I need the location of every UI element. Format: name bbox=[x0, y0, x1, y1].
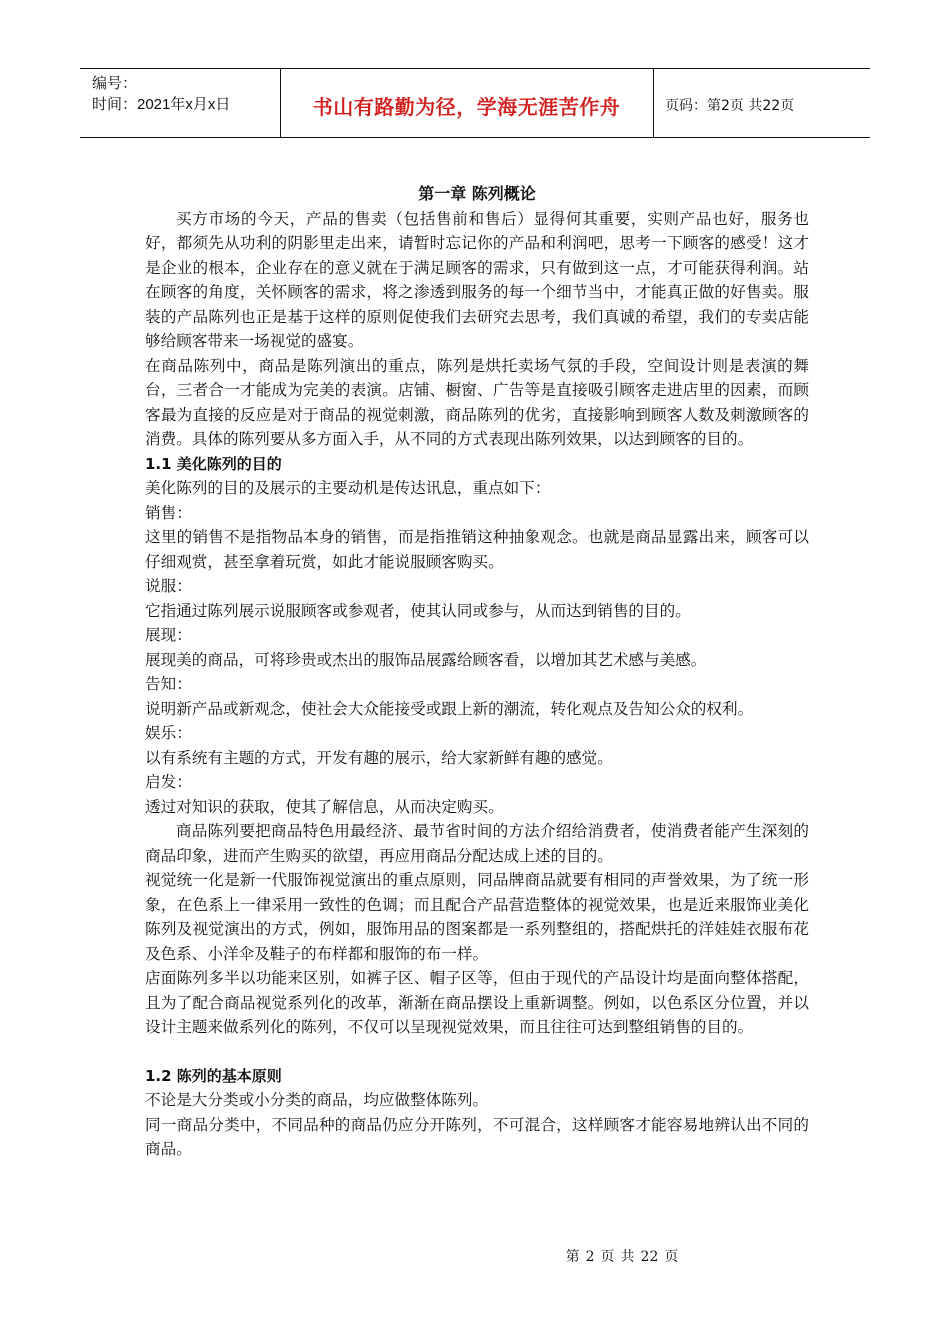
header-divider bbox=[653, 69, 654, 137]
intro-paragraph: 买方市场的今天，产品的售卖（包括售前和售后）显得何其重要，实则产品也好，服务也好，都须先从功利的阴影里走出来，请暂时忘记你的产品和利润吧，思考一下顾客的感受！这才是企业的根本，企业存在的意义就在于满足顾客的需求，只有做到这一点，才可能获得利润。站在顾客的角度，关怀顾客的需求，将之渗透到服务的每一个细节当中，才能真正做的好售卖。服装的产品陈列也正是基于这样的原则促使我们去研究去思考，我们真诚的希望，我们的专卖店能够给顾客带来一场视觉的盛宴。 bbox=[145, 209, 809, 350]
item-text: 说明新产品或新观念，使社会大众能接受或跟上新的潮流，转化观点及告知公众的权利。 bbox=[145, 699, 754, 718]
item-label: 娱乐： bbox=[145, 724, 192, 742]
body-paragraph: 视觉统一化是新一代服饰视觉演出的重点原则，同品牌商品就要有相同的声誉效果，为了统一形象，在色系上一律采用一致性的色调；而且配合产品营造整体的视觉效果，也是近来服饰业美化陈列及视觉演出的方式，例如，服饰用品的图案都是一系列整组的，搭配烘托的洋娃娃衣服布花及色系、小洋伞及鞋子的布样都和服饰的布一样。 bbox=[145, 871, 809, 963]
footer-text: 第 bbox=[565, 1249, 580, 1265]
header-motto: 书山有路勤为径，学海无涯苦作舟 bbox=[312, 95, 621, 119]
item-label: 启发： bbox=[145, 773, 192, 791]
footer-text: 页 bbox=[600, 1249, 615, 1265]
item-label: 销售： bbox=[145, 503, 192, 522]
document-body bbox=[145, 182, 809, 1162]
body-paragraph: 商品陈列要把商品特色用最经济、最节省时间的方法介绍给消费者，使消费者能产生深刻的商品印象，进而产生购买的欲望，再应用商品分配达成上述的目的。 bbox=[145, 822, 809, 865]
body-paragraph: 同一商品分类中，不同品种的商品仍应分开陈列，不可混合，这样顾客才能容易地辨认出不同的商品。 bbox=[145, 1115, 809, 1158]
item-text: 它指通过陈列展示说服顾客或参观者，使其认同或参与，从而达到销售的目的。 bbox=[145, 601, 691, 620]
item-text: 展现美的商品，可将珍贵或杰出的服饰品展露给顾客看，以增加其艺术感与美感。 bbox=[145, 650, 707, 669]
footer-text: 页 bbox=[664, 1249, 679, 1265]
spacer bbox=[145, 1040, 809, 1064]
section-lead: 美化陈列的目的及展示的主要动机是传达讯息，重点如下： bbox=[145, 479, 551, 497]
item-text: 透过对知识的获取，使其了解信息，从而决定购买。 bbox=[145, 797, 504, 816]
intro-paragraph: 在商品陈列中，商品是陈列演出的重点，陈列是烘托卖场气氛的手段，空间设计则是表演的舞台，三者合一才能成为完美的表演。店铺、橱窗、广告等是直接吸引顾客走进店里的因素，而顾客最为直接的反应是对于商品的视觉刺激，商品陈列的优劣，直接影响到顾客人数及刺激顾客的消费。具体的陈列要从多方面入手，从不同的方式表现出陈列效果，以达到顾客的目的。 bbox=[145, 356, 809, 448]
item-text: 以有系统有主题的方式，开发有趣的展示，给大家新鲜有趣的感觉。 bbox=[145, 748, 613, 767]
body-paragraph: 不论是大分类或小分类的商品，均应做整体陈列。 bbox=[145, 1091, 489, 1109]
body-paragraph: 店面陈列多半以功能来区别，如裤子区、帽子区等，但由于现代的产品设计均是面向整体搭配，且为了配合商品视觉系列化的改革，渐渐在商品摆设上重新调整。例如，以色系区分位置，并以设计主题来做系列化的陈列，不仅可以呈现视觉效果，而且往往可达到整组销售的目的。 bbox=[145, 969, 809, 1036]
item-label: 展现： bbox=[145, 626, 192, 644]
page-header bbox=[80, 68, 870, 138]
footer-total-pages: 22 bbox=[640, 1249, 659, 1265]
chapter-title: 第一章 陈列概论 bbox=[418, 184, 536, 203]
header-time: 时间：2021年x月x日 bbox=[92, 96, 231, 113]
section-heading: 1.2 陈列的基本原则 bbox=[145, 1066, 282, 1085]
section-heading: 1.1 美化陈列的目的 bbox=[145, 454, 282, 473]
header-meta bbox=[92, 73, 230, 115]
item-label: 说服： bbox=[145, 577, 192, 595]
item-label: 告知： bbox=[145, 675, 192, 693]
header-number: 编号： bbox=[92, 75, 138, 92]
footer-text: 共 bbox=[620, 1249, 635, 1265]
page-footer bbox=[0, 1246, 950, 1266]
header-page-info: 页码：第2页 共22页 bbox=[665, 98, 795, 114]
item-text: 这里的销售不是指物品本身的销售，而是指推销这种抽象观念。也就是商品显露出来，顾客可以仔细观赏，甚至拿着玩赏，如此才能说服顾客购买。 bbox=[145, 528, 809, 571]
footer-page-number: 2 bbox=[585, 1249, 595, 1265]
